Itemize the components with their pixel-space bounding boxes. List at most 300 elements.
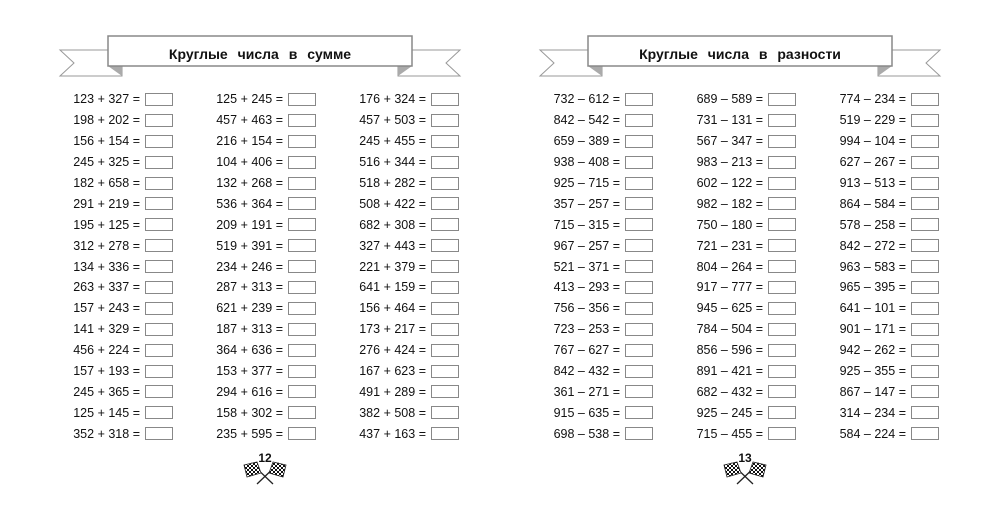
answer-box[interactable] [911,114,939,127]
operator-sign: – [863,217,871,232]
operator-sign: – [720,426,728,441]
exercise-expression: 457 + 503 = [359,113,426,128]
operator-sign: + [97,280,105,295]
exercise-expression: 245 + 455 = [359,134,426,149]
exercise [530,260,673,274]
operator-sign: + [240,426,248,441]
operand-b: 538 [588,426,610,441]
operand-b: 715 [588,176,610,190]
exercise-expression: 945 – 625 = [696,301,763,316]
operator-sign: – [720,134,728,149]
exercise [50,176,193,190]
answer-box[interactable] [768,281,796,294]
exercise [816,197,959,211]
exercise [50,260,193,274]
operator-sign: – [720,155,728,170]
answer-box[interactable] [288,427,316,440]
operator-sign: – [577,384,585,399]
operator-sign: – [720,259,728,274]
answer-box[interactable] [288,197,316,210]
operator-sign: – [577,322,585,337]
operand-b: 125 [108,217,130,232]
exercise [336,176,479,190]
answer-box[interactable] [625,239,653,252]
exercise-row [50,131,490,152]
answer-box[interactable] [145,197,173,210]
operator-sign: + [240,217,248,232]
answer-box[interactable] [431,344,459,357]
answer-box[interactable] [145,218,173,231]
answer-box[interactable] [288,239,316,252]
operator-sign: + [383,405,391,420]
answer-box[interactable] [911,385,939,398]
answer-box[interactable] [911,302,939,315]
exercise [816,343,959,357]
exercise-expression: 938 – 408 = [553,155,620,170]
exercise-row [530,152,970,173]
answer-box[interactable] [911,239,939,252]
operand-b: 432 [731,384,753,399]
answer-box[interactable] [625,302,653,315]
operator-sign: – [577,301,585,316]
answer-box[interactable] [768,197,796,210]
operator-sign: – [863,301,871,316]
answer-box[interactable] [911,156,939,169]
operand-a: 982 [696,196,718,211]
exercise-row [530,89,970,110]
answer-box[interactable] [911,365,939,378]
operand-b: 455 [731,426,753,441]
answer-box[interactable] [431,406,459,419]
answer-box[interactable] [431,135,459,148]
operator-sign: + [383,280,391,295]
exercise-expression: 536 + 364 = [216,196,283,211]
exercise [816,239,959,253]
operator-sign: – [577,364,585,379]
operand-a: 125 [73,405,95,420]
exercise-expression: 157 + 243 = [73,301,140,316]
operand-b: 623 [394,364,416,379]
answer-box[interactable] [625,218,653,231]
exercise [673,280,816,294]
exercise-expression: 195 + 125 = [73,217,140,232]
answer-box[interactable] [625,427,653,440]
operand-b: 262 [874,343,896,358]
answer-box[interactable] [911,427,939,440]
answer-box[interactable] [625,135,653,148]
exercise-expression: 518 + 282 = [359,176,426,190]
operand-a: 994 [839,134,861,149]
operand-b: 147 [874,384,896,399]
exercise [336,92,479,106]
operand-a: 132 [216,176,238,190]
answer-box[interactable] [431,302,459,315]
operator-sign: + [383,364,391,379]
answer-box[interactable] [911,323,939,336]
answer-box[interactable] [768,239,796,252]
exercise [50,343,193,357]
operand-a: 187 [216,322,238,337]
operator-sign: + [97,134,105,149]
exercise [673,406,816,420]
operator-sign: + [97,155,105,170]
operator-sign: + [97,405,105,420]
operand-a: 715 [553,217,575,232]
exercise [50,385,193,399]
answer-box[interactable] [288,114,316,127]
operand-a: 357 [553,196,575,211]
answer-box[interactable] [911,281,939,294]
operand-a: 891 [696,364,718,379]
exercise [530,218,673,232]
operand-a: 327 [359,238,381,253]
answer-box[interactable] [431,281,459,294]
exercise-grid [530,89,970,444]
operator-sign: + [97,176,105,190]
exercise-expression: 867 – 147 = [839,384,906,399]
operator-sign: – [863,405,871,420]
exercise-expression: 925 – 355 = [839,364,906,379]
answer-box[interactable] [431,323,459,336]
exercise-row [50,340,490,361]
operator-sign: + [240,384,248,399]
exercise [50,301,193,315]
exercise [336,239,479,253]
answer-box[interactable] [145,156,173,169]
answer-box[interactable] [625,114,653,127]
answer-box[interactable] [145,281,173,294]
exercise-expression: 621 + 239 = [216,301,283,316]
operand-a: 198 [73,113,95,128]
operand-b: 154 [251,134,273,149]
exercise [193,155,336,169]
answer-box[interactable] [625,93,653,106]
exercise-expression: 567 – 347 = [696,134,763,149]
operand-a: 925 [839,364,861,379]
operand-a: 774 [839,92,861,107]
answer-box[interactable] [911,218,939,231]
operand-b: 344 [394,155,416,170]
exercise [673,343,816,357]
operand-a: 153 [216,364,238,379]
answer-box[interactable] [625,323,653,336]
operand-a: 856 [696,343,718,358]
exercise [530,113,673,127]
operand-b: 318 [108,426,130,441]
answer-box[interactable] [431,239,459,252]
operator-sign: + [240,134,248,149]
exercise-row [530,319,970,340]
exercise [193,176,336,190]
operator-sign: – [577,92,585,107]
answer-box[interactable] [625,197,653,210]
operator-sign: – [720,405,728,420]
answer-box[interactable] [625,344,653,357]
answer-box[interactable] [768,427,796,440]
answer-box[interactable] [288,281,316,294]
exercise-expression: 327 + 443 = [359,238,426,253]
operand-b: 463 [251,113,273,128]
operand-b: 513 [874,176,896,190]
exercise-expression: 864 – 584 = [839,196,906,211]
answer-box[interactable] [768,323,796,336]
operand-a: 221 [359,259,381,274]
exercise-expression: 856 – 596 = [696,343,763,358]
exercise [816,322,959,336]
answer-box[interactable] [288,365,316,378]
exercise [50,113,193,127]
answer-box[interactable] [145,93,173,106]
operator-sign: – [863,280,871,295]
answer-box[interactable] [431,218,459,231]
answer-box[interactable] [145,239,173,252]
answer-box[interactable] [768,385,796,398]
exercise-expression: 456 + 224 = [73,343,140,358]
operand-b: 193 [108,364,130,379]
operand-a: 516 [359,155,381,170]
page-number: 13 [738,451,752,465]
operator-sign: + [240,238,248,253]
operand-b: 224 [108,343,130,358]
exercise-row [530,423,970,444]
operand-b: 282 [394,176,416,190]
answer-box[interactable] [145,302,173,315]
operand-b: 191 [251,217,273,232]
exercise-row [50,152,490,173]
answer-box[interactable] [625,365,653,378]
answer-box[interactable] [145,135,173,148]
exercise [816,301,959,315]
exercise-expression: 132 + 268 = [216,176,283,190]
operator-sign: – [577,343,585,358]
operator-sign: + [97,322,105,337]
exercise-expression: 982 – 182 = [696,196,763,211]
exercise-expression: 682 – 432 = [696,384,763,399]
exercise-expression: 723 – 253 = [553,322,620,337]
operand-b: 503 [394,113,416,128]
operator-sign: – [863,426,871,441]
answer-box[interactable] [145,344,173,357]
answer-box[interactable] [288,385,316,398]
operand-a: 519 [216,238,238,253]
answer-box[interactable] [145,323,173,336]
operand-a: 125 [216,92,238,107]
answer-box[interactable] [768,365,796,378]
operand-a: 413 [553,280,575,295]
answer-box[interactable] [145,177,173,190]
answer-box[interactable] [768,114,796,127]
operand-a: 682 [359,217,381,232]
operator-sign: – [863,113,871,128]
answer-box[interactable] [625,406,653,419]
operand-a: 141 [73,322,95,337]
title-banner [530,30,950,80]
answer-box[interactable] [431,385,459,398]
exercise-expression: 364 + 636 = [216,343,283,358]
exercise [673,301,816,315]
answer-box[interactable] [625,260,653,273]
answer-box[interactable] [145,427,173,440]
exercise [530,322,673,336]
exercise-expression: 983 – 213 = [696,155,763,170]
operand-a: 689 [696,92,718,107]
answer-box[interactable] [911,197,939,210]
operand-b: 432 [588,364,610,379]
answer-box[interactable] [431,260,459,273]
exercise-expression: 245 + 325 = [73,155,140,170]
operand-a: 963 [839,259,861,274]
exercise-row [530,402,970,423]
exercise-expression: 842 – 542 = [553,113,620,128]
operand-b: 635 [588,405,610,420]
answer-box[interactable] [625,156,653,169]
answer-box[interactable] [911,344,939,357]
operand-b: 596 [731,343,753,358]
operand-b: 421 [731,364,753,379]
exercise [336,134,479,148]
exercise-expression: 156 + 464 = [359,301,426,316]
operator-sign: + [97,238,105,253]
operator-sign: – [720,217,728,232]
answer-box[interactable] [288,93,316,106]
answer-box[interactable] [431,114,459,127]
exercise-expression: 578 – 258 = [839,217,906,232]
answer-box[interactable] [911,93,939,106]
operand-a: 584 [839,426,861,441]
operator-sign: – [863,322,871,337]
answer-box[interactable] [768,260,796,273]
exercise-expression: 715 – 455 = [696,426,763,441]
operand-b: 422 [394,196,416,211]
operand-b: 253 [588,322,610,337]
operator-sign: + [97,217,105,232]
answer-box[interactable] [431,156,459,169]
answer-box[interactable] [625,177,653,190]
operand-a: 209 [216,217,238,232]
operand-a: 731 [696,113,718,128]
operand-b: 308 [394,217,416,232]
answer-box[interactable] [145,114,173,127]
operand-a: 491 [359,384,381,399]
answer-box[interactable] [431,197,459,210]
exercise [193,134,336,148]
operator-sign: – [577,155,585,170]
answer-box[interactable] [768,218,796,231]
exercise [673,176,816,190]
answer-box[interactable] [431,365,459,378]
answer-box[interactable] [288,218,316,231]
answer-box[interactable] [288,260,316,273]
operand-b: 371 [588,259,610,274]
answer-box[interactable] [288,156,316,169]
operand-b: 271 [588,384,610,399]
exercise [50,218,193,232]
answer-box[interactable] [911,177,939,190]
operator-sign: + [383,113,391,128]
answer-box[interactable] [768,93,796,106]
operand-a: 508 [359,196,381,211]
exercise [816,364,959,378]
exercise-expression: 842 – 432 = [553,364,620,379]
exercise-expression: 361 – 271 = [553,384,620,399]
answer-box[interactable] [431,93,459,106]
exercise [530,406,673,420]
answer-box[interactable] [288,177,316,190]
answer-box[interactable] [625,385,653,398]
operator-sign: + [383,196,391,211]
exercise [336,197,479,211]
operand-b: 313 [251,322,273,337]
answer-box[interactable] [625,281,653,294]
operand-a: 157 [73,364,95,379]
answer-box[interactable] [911,406,939,419]
operator-sign: + [383,134,391,149]
exercise [193,427,336,441]
exercise-expression: 842 – 272 = [839,238,906,253]
checkered-flags-icon [723,461,767,485]
operand-a: 276 [359,343,381,358]
operator-sign: + [97,92,105,107]
answer-box[interactable] [145,385,173,398]
exercise-expression: 942 – 262 = [839,343,906,358]
answer-box[interactable] [145,365,173,378]
answer-box[interactable] [288,344,316,357]
operand-a: 287 [216,280,238,295]
answer-box[interactable] [288,302,316,315]
answer-box[interactable] [768,344,796,357]
answer-box[interactable] [768,156,796,169]
exercise-expression: 641 + 159 = [359,280,426,295]
exercise [336,260,479,274]
operand-a: 942 [839,343,861,358]
exercise [530,134,673,148]
answer-box[interactable] [288,406,316,419]
exercise [50,406,193,420]
answer-box[interactable] [768,302,796,315]
answer-box[interactable] [288,323,316,336]
answer-box[interactable] [911,260,939,273]
answer-box[interactable] [145,260,173,273]
operand-b: 625 [731,301,753,316]
answer-box[interactable] [911,135,939,148]
exercise [673,322,816,336]
answer-box[interactable] [288,135,316,148]
operator-sign: + [383,259,391,274]
operand-a: 913 [839,176,861,190]
answer-box[interactable] [431,427,459,440]
answer-box[interactable] [768,135,796,148]
operator-sign: – [863,155,871,170]
operator-sign: + [383,155,391,170]
exercise [530,92,673,106]
operand-b: 464 [394,301,416,316]
operand-a: 842 [839,238,861,253]
exercise-row [50,256,490,277]
operand-b: 293 [588,280,610,295]
answer-box[interactable] [431,177,459,190]
answer-box[interactable] [768,177,796,190]
exercise-expression: 891 – 421 = [696,364,763,379]
exercise [50,364,193,378]
operator-sign: + [383,384,391,399]
operand-a: 314 [839,405,861,420]
answer-box[interactable] [768,406,796,419]
exercise-expression: 913 – 513 = [839,176,906,190]
operand-b: 145 [108,405,130,420]
answer-box[interactable] [145,406,173,419]
exercise [816,155,959,169]
operator-sign: – [863,364,871,379]
